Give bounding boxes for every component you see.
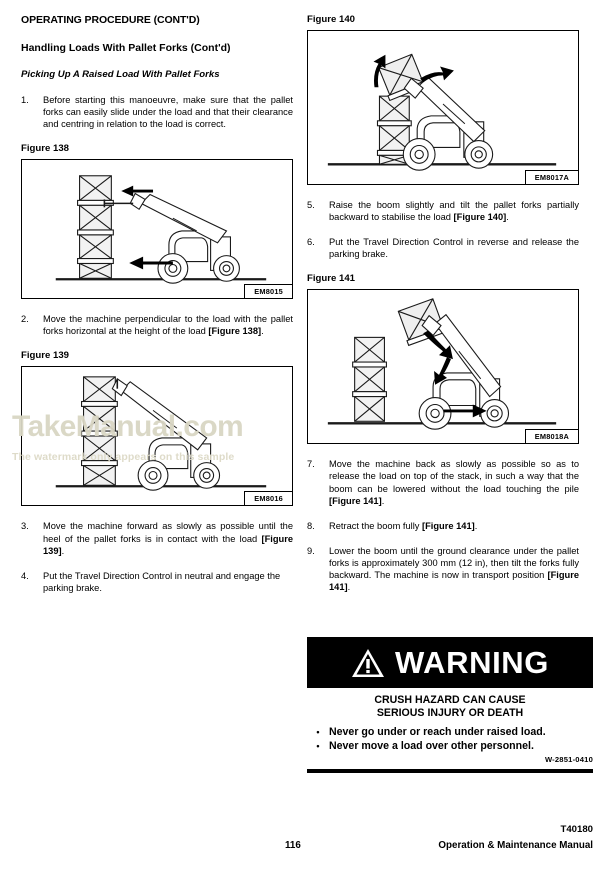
page-number: 116 xyxy=(285,840,301,851)
step-2 xyxy=(21,313,293,337)
running-head: OPERATING PROCEDURE (CONT'D) xyxy=(21,14,200,26)
figure-138-caption: Figure 138 xyxy=(21,143,69,155)
page-footer xyxy=(21,824,593,858)
figure-139 xyxy=(21,366,293,506)
step-9-number: 9. xyxy=(307,545,315,556)
right-column xyxy=(307,14,579,606)
step-8-text: Retract the boom fully [Figure 141]. xyxy=(329,520,478,531)
warning-header xyxy=(307,637,593,688)
warning-body xyxy=(307,688,593,766)
section-title: Handling Loads With Pallet Forks (Cont'd) xyxy=(21,42,231,54)
manual-title: Operation & Maintenance Manual xyxy=(438,840,593,851)
step-4 xyxy=(21,570,293,594)
figure-138-code: EM8015 xyxy=(244,284,293,299)
figure-141-code: EM8018A xyxy=(525,429,579,444)
warning-bullet-item xyxy=(307,739,593,753)
step-3 xyxy=(21,520,293,556)
figure-141-illustration xyxy=(308,290,578,443)
step-7 xyxy=(307,458,579,506)
figure-141-caption: Figure 141 xyxy=(307,273,355,285)
step-5-text: Raise the boom slightly and tilt the pallet forks partially backward to stabilise the load [Figure 140]. xyxy=(329,200,579,223)
figure-140-code: EM8017A xyxy=(525,170,579,185)
warning-triangle-icon xyxy=(351,648,385,678)
figure-138-illustration xyxy=(22,160,292,298)
step-6-text: Put the Travel Direction Control in reverse and release the parking brake. xyxy=(329,237,579,260)
watermark-subtext: The watermark only appears on this sample xyxy=(12,451,235,463)
warning-bullet-list xyxy=(307,725,593,753)
step-3-number: 3. xyxy=(21,521,29,532)
warning-title: WARNING xyxy=(394,645,550,680)
step-6 xyxy=(307,236,579,260)
watermark-text: TakeManual.com xyxy=(12,410,244,443)
step-4-text: Put the Travel Direction Control in neutral and engage the parking brake. xyxy=(43,570,281,593)
step-8 xyxy=(307,520,579,532)
step-1 xyxy=(21,94,293,130)
step-3-text: Move the machine forward as slowly as possible until the heel of the pallet forks is in contact with the load [Figure 139]. xyxy=(43,521,293,556)
hazard-line-2: SERIOUS INJURY OR DEATH xyxy=(376,707,524,719)
step-5-number: 5. xyxy=(307,200,315,210)
warning-bullet-text: Never go under or reach under raised load. xyxy=(329,726,546,738)
warning-block xyxy=(307,637,593,773)
step-5 xyxy=(307,199,579,223)
step-4-number: 4. xyxy=(21,570,29,581)
figure-139-illustration xyxy=(22,367,292,505)
figure-139-code: EM8016 xyxy=(244,491,293,506)
figure-140-illustration xyxy=(308,31,578,184)
warning-code: W-2851-0410 xyxy=(544,755,593,764)
figure-140-caption: Figure 140 xyxy=(307,14,355,25)
step-6-number: 6. xyxy=(307,237,315,248)
figure-138 xyxy=(21,159,293,299)
bullet-icon: • xyxy=(316,727,320,737)
left-column xyxy=(21,14,293,607)
hazard-line-1: CRUSH HAZARD CAN CAUSE xyxy=(374,694,526,706)
part-number: T40180 xyxy=(560,824,593,835)
step-1-text: Before starting this manoeuvre, make sure that the pallet forks can easily slide under the load and that their clearance and centring in relation to the load is correct. xyxy=(43,95,293,130)
bullet-icon: • xyxy=(316,741,320,751)
step-2-number: 2. xyxy=(21,314,29,325)
figure-139-caption: Figure 139 xyxy=(21,350,69,362)
step-1-number: 1. xyxy=(21,95,29,105)
warning-bottom-rule xyxy=(307,769,593,773)
step-2-text: Move the machine perpendicular to the load with the pallet forks horizontal at the height of the load [Figure 138]. xyxy=(43,314,293,337)
step-7-number: 7. xyxy=(307,459,315,470)
step-9-text: Lower the boom until the ground clearance under the pallet forks is approximately 300 mm (12 in), then tilt the forks fully backward. The machine is now in transport position [Figure 141]. xyxy=(329,545,579,593)
figure-140 xyxy=(307,30,579,185)
step-7-text: Move the machine back as slowly as possible so as to release the load on top of the stack, in such a way that the boom can be lowered without the load touching the pile [Figure 141]. xyxy=(329,459,579,506)
warning-bullet-text: Never move a load over other personnel. xyxy=(329,740,534,752)
step-8-number: 8. xyxy=(307,520,315,531)
subsection-title: Picking Up A Raised Load With Pallet Forks xyxy=(21,69,220,80)
step-9 xyxy=(307,545,579,593)
figure-141 xyxy=(307,289,579,444)
warning-bullet-item xyxy=(307,725,593,739)
